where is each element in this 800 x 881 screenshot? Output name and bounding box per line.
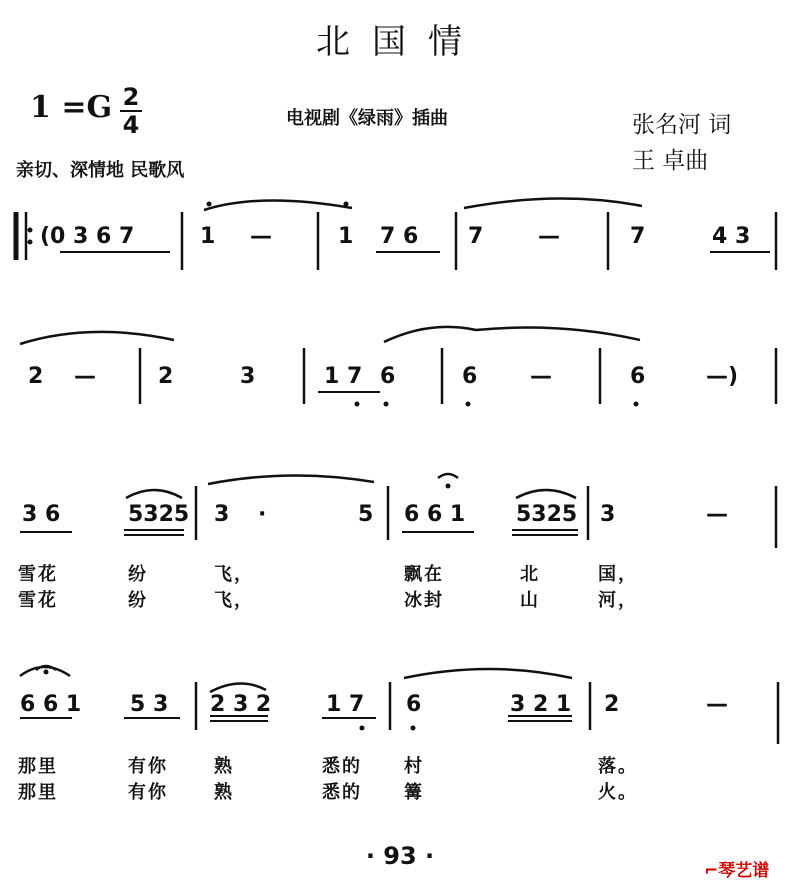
note: 7 — [630, 224, 646, 249]
note-dot: · — [258, 502, 267, 527]
note-sustain: —) — [706, 364, 739, 389]
logo-icon: ⌐ — [704, 861, 719, 881]
lyric: 有你 — [128, 756, 168, 777]
lyric: 雪花 — [18, 590, 58, 611]
page-number: · 93 · — [365, 842, 435, 870]
lyric: 纷 — [128, 590, 148, 611]
lyric: 有你 — [128, 782, 168, 803]
note-sustain: — — [706, 692, 728, 717]
note: 2 — [604, 692, 620, 717]
tempo-marking: 亲切、深情地 民歌风 — [16, 160, 185, 181]
note-sustain: — — [74, 364, 96, 389]
lyric: 河， — [598, 590, 638, 611]
song-subtitle: 电视剧《绿雨》插曲 — [286, 108, 448, 129]
note-sustain: — — [250, 224, 272, 249]
time-signature-bottom: 4 — [122, 111, 140, 139]
lyric: 那里 — [18, 782, 58, 803]
song-title: 北国情 — [316, 22, 484, 62]
note: 3 — [240, 364, 256, 389]
note-sustain: — — [706, 502, 728, 527]
lyric: 飞， — [214, 564, 254, 585]
note-group: 3 2 1 — [510, 692, 572, 717]
lyricist-credit: 张名河 词 — [632, 112, 732, 138]
note-group: 5 3 — [130, 692, 169, 717]
lyric: 悉的 — [322, 782, 362, 803]
lyric: 北 — [520, 564, 540, 585]
note-group: 2 3 2 — [210, 692, 272, 717]
note-group: 1 7 — [326, 692, 365, 717]
note: 3 — [214, 502, 230, 527]
note: 2 — [158, 364, 174, 389]
logo-text: 琴艺谱 — [718, 861, 770, 881]
lyric: 飘在 — [404, 564, 444, 585]
note-group: 5325 — [128, 502, 190, 527]
note-sustain: — — [538, 224, 560, 249]
lyric: 火。 — [598, 782, 638, 803]
lyric: 山 — [520, 590, 540, 611]
note: 3 — [600, 502, 616, 527]
note-group: 6 6 1 — [404, 502, 466, 527]
composer-credit: 王 卓曲 — [632, 148, 709, 174]
lyric: 熟 — [214, 782, 234, 803]
key-signature: 1 =G — [30, 90, 113, 125]
time-signature-top: 2 — [122, 83, 140, 111]
lyric: 国， — [598, 564, 638, 585]
lyric: 纷 — [128, 564, 148, 585]
lyric: 悉的 — [322, 756, 362, 777]
note: 6 — [630, 364, 646, 389]
note: 2 — [28, 364, 44, 389]
note-group: 1 7 — [324, 364, 363, 389]
note: 5 — [358, 502, 374, 527]
note-group: 7 6 — [380, 224, 419, 249]
lyric: 雪花 — [18, 564, 58, 585]
note-group: 5325 — [516, 502, 578, 527]
note-group: 4 3 — [712, 224, 751, 249]
lyric: 熟 — [214, 756, 234, 777]
note: 1 — [338, 224, 354, 249]
lyric: 篝 — [404, 782, 424, 803]
note-group: 6 6 1 — [20, 692, 82, 717]
note-sustain: — — [530, 364, 552, 389]
lyric: 那里 — [18, 756, 58, 777]
note: 6 — [380, 364, 396, 389]
note: 1 — [200, 224, 216, 249]
note-group: 3 6 — [22, 502, 61, 527]
site-logo — [704, 856, 769, 881]
note: 7 — [468, 224, 484, 249]
note: 6 — [462, 364, 478, 389]
lyric: 落。 — [598, 756, 638, 777]
lyric: 冰封 — [404, 590, 444, 611]
note-group: (0 3 6 7 — [40, 224, 135, 249]
note: 6 — [406, 692, 422, 717]
lyric: 飞， — [214, 590, 254, 611]
lyric: 村 — [404, 756, 424, 777]
